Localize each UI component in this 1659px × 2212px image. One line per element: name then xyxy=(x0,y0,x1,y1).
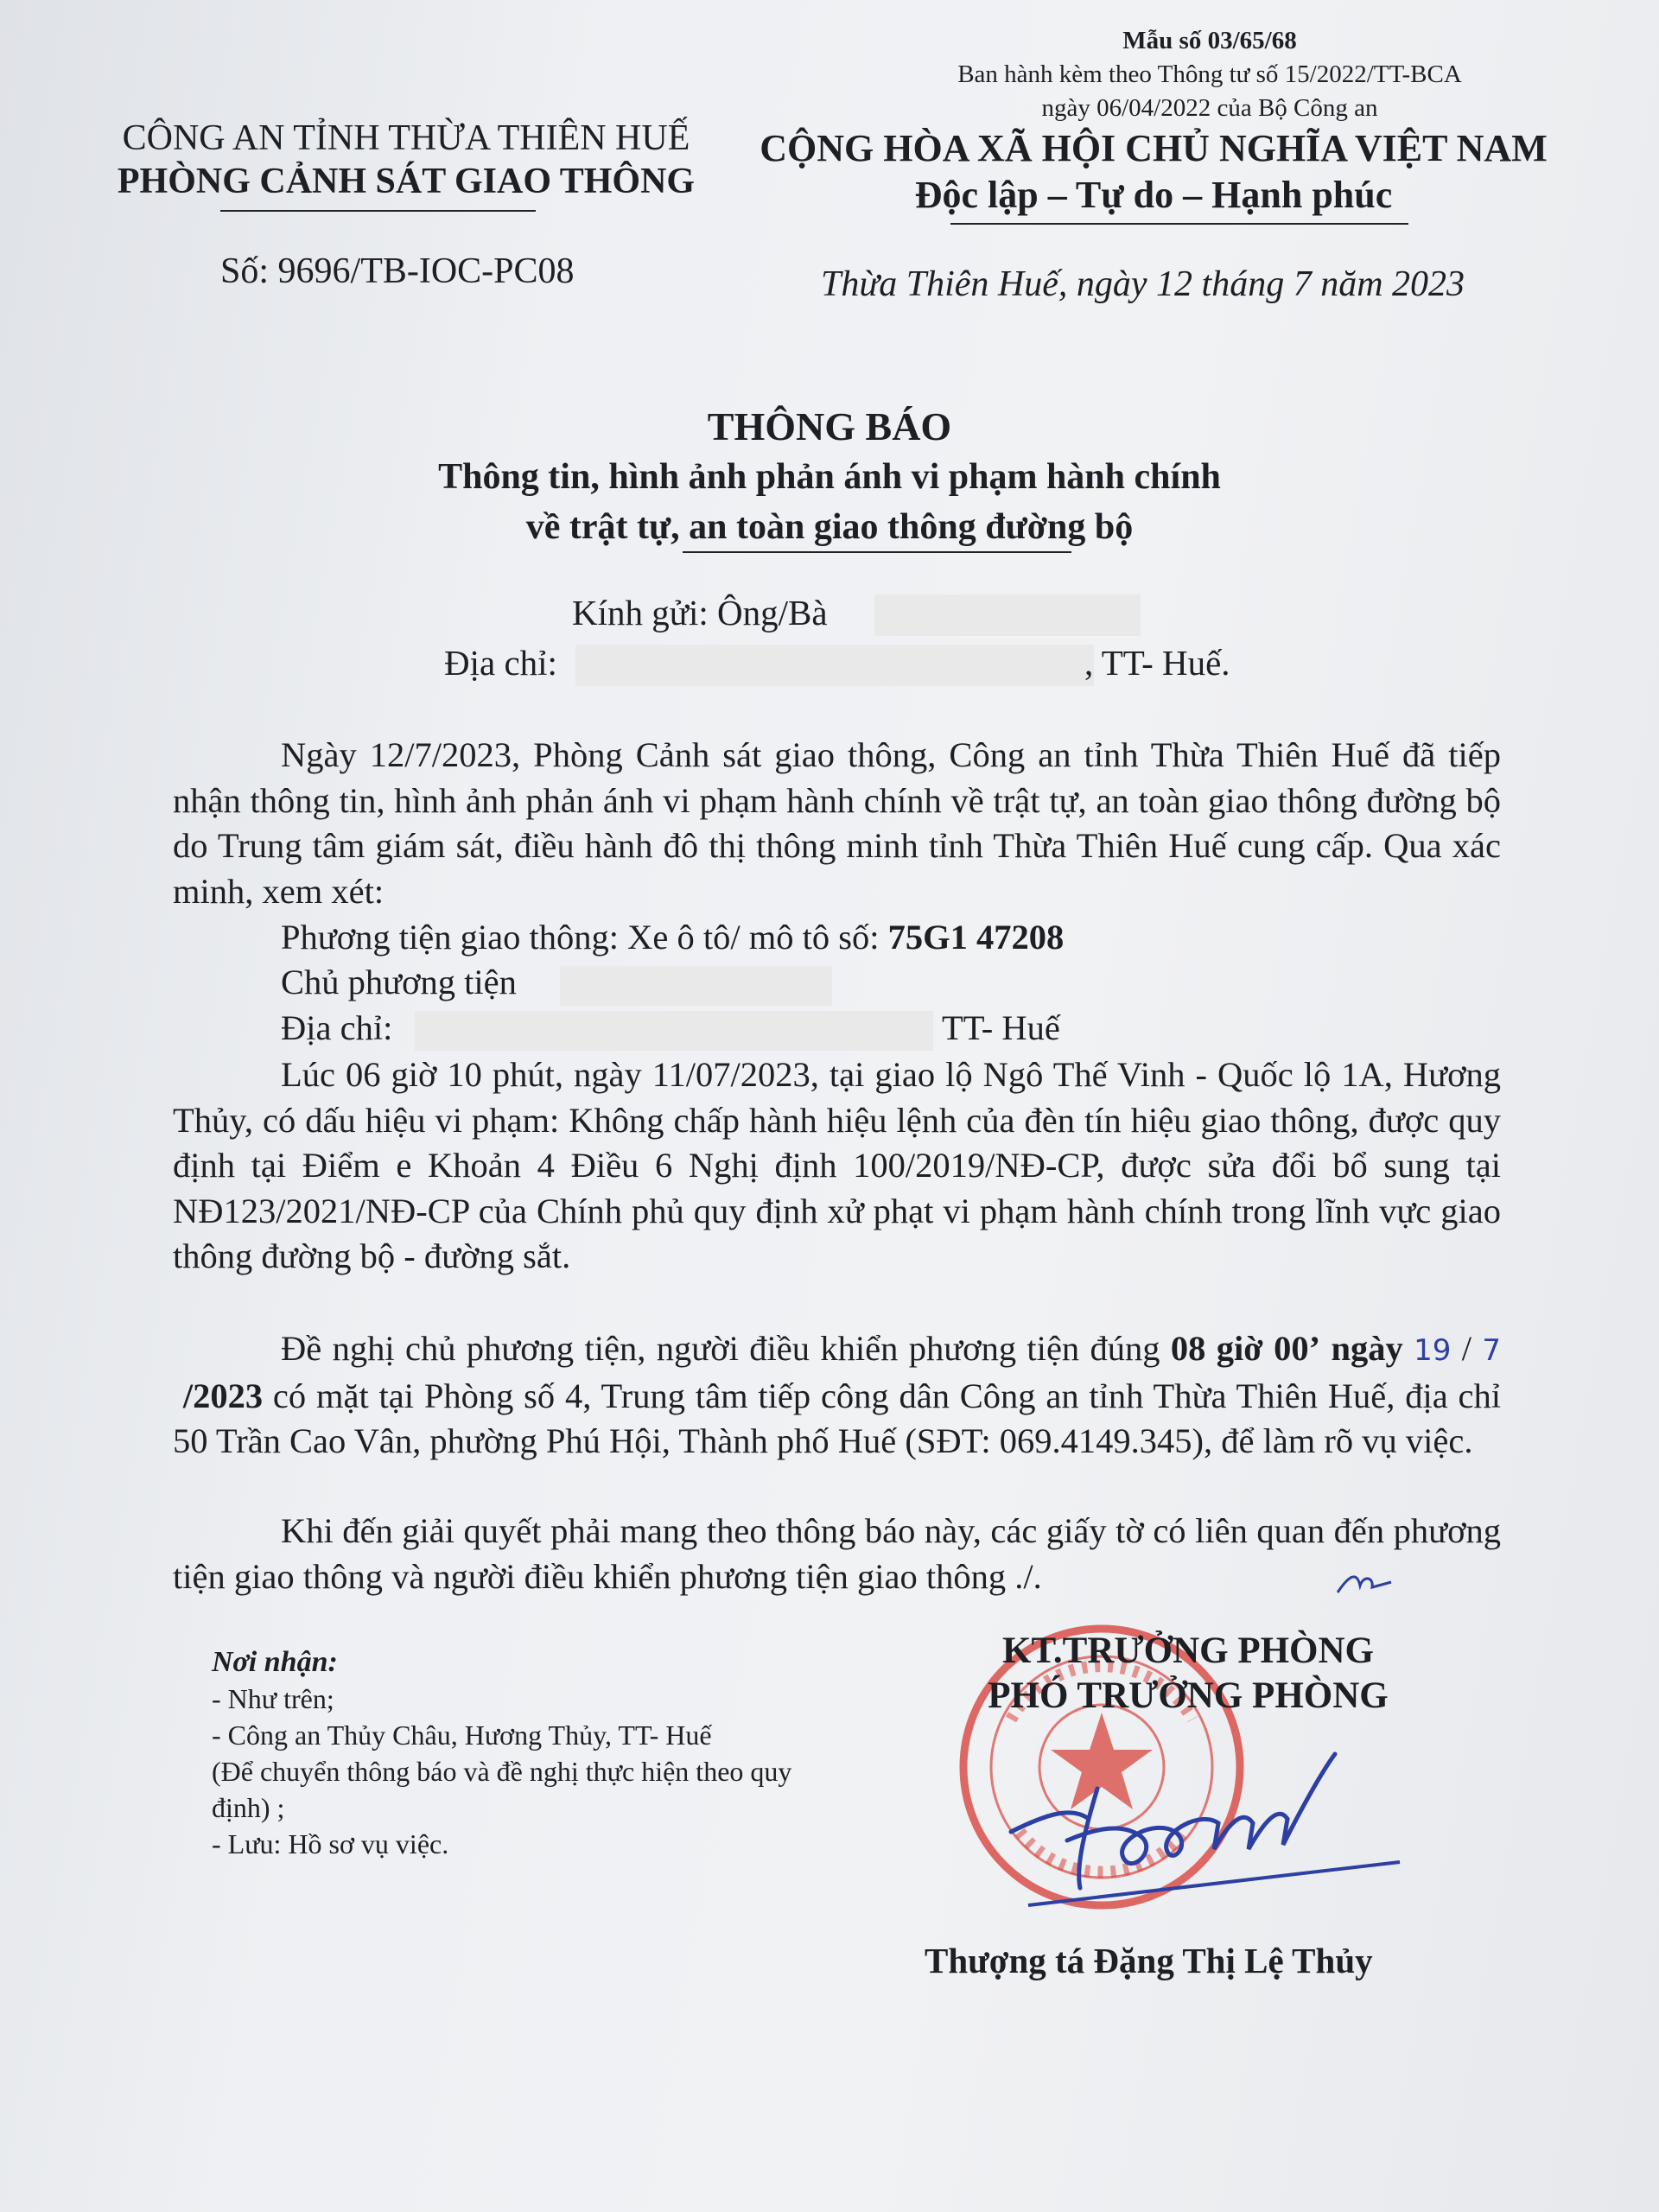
title-sub1: Thông tin, hình ảnh phản ánh vi phạm hành chính xyxy=(438,457,1221,497)
title-sub2: về trật tự, an toàn giao thông đường bộ xyxy=(525,507,1134,547)
owner-address-tail: TT- Huế xyxy=(942,1008,1060,1047)
recipient-address-label: Địa chỉ: xyxy=(444,643,557,683)
redaction-box xyxy=(560,966,832,1006)
signature-block xyxy=(933,1629,1443,1719)
signature-line1: KT.TRƯỞNG PHÒNG xyxy=(1002,1630,1374,1671)
agency-underline xyxy=(220,210,536,212)
vehicle-label: Phương tiện giao thông: Xe ô tô/ mô tô số: xyxy=(281,918,888,957)
redaction-box xyxy=(575,645,1094,686)
request-day-label: ngày xyxy=(1331,1329,1403,1368)
vehicle-plate: 75G1 47208 xyxy=(887,918,1065,957)
owner-label: Chủ phương tiện xyxy=(281,963,517,1001)
recipients-item: - Lưu: Hồ sơ vụ việc. xyxy=(212,1828,449,1859)
form-issued-line1: Ban hành kèm theo Thông tư số 15/2022/TT-BCA xyxy=(957,60,1462,88)
paragraph-intro: Ngày 12/7/2023, Phòng Cảnh sát giao thông, Công an tỉnh Thừa Thiên Huế đã tiếp nhận thông tin, hình ảnh phản ánh vi phạm hành chính về trật tự, an toàn giao thông đường bộ do Trung tâm giám sát, điều hành đô thị thông minh tỉnh Thừa Thiên Huế cung cấp. Qua xác minh, xem xét: xyxy=(173,735,1501,911)
request-text-a: Đề nghị chủ phương tiện, người điều khiển phương tiện đúng xyxy=(281,1329,1171,1368)
request-time: 08 giờ 00’ xyxy=(1170,1329,1321,1368)
agency-parent: CÔNG AN TỈNH THỪA THIÊN HUẾ xyxy=(122,118,690,158)
paragraph-request: Đề nghị chủ phương tiện, người điều khiển phương tiện đúng 08 giờ 00’ ngày 19 / 7 /2023 có mặt tại Phòng số 4, Trung tâm tiếp công dân Công an tỉnh Thừa Thiên Huế, địa chỉ 50 Trần Cao Vân, phường Phú Hội, Thành phố Huế (SĐT: 069.4149.345), để làm rõ vụ việc. xyxy=(173,1329,1502,1460)
recipients-item: - Công an Thủy Châu, Hương Thủy, TT- Huế xyxy=(212,1719,712,1751)
handwritten-month: 7 xyxy=(1482,1333,1501,1368)
form-reference xyxy=(881,24,1538,125)
paragraph-violation: Lúc 06 giờ 10 phút, ngày 11/07/2023, tại giao lộ Ngô Thế Vinh - Quốc lộ 1A, Hương Thủy, có dấu hiệu vi phạm: Không chấp hành hiệu lệnh của đèn tín hiệu giao thông, được quy định tại Điểm e Khoản 4 Điều 6 Nghị định 100/2019/NĐ-CP, được sửa đổi bổ sung tại NĐ123/2021/NĐ-CP của Chính phủ quy định xử phạt vi phạm hành chính trong lĩnh vực giao thông đường bộ - đường sắt. xyxy=(173,1055,1501,1275)
recipient-address-tail: , TT- Huế. xyxy=(1084,643,1230,683)
owner-address-label: Địa chỉ: xyxy=(281,1008,393,1047)
recipient-greeting: Kính gửi: Ông/Bà xyxy=(572,593,828,632)
paragraph-closing: Khi đến giải quyết phải mang theo thông báo này, các giấy tờ có liên quan đến phương tiện giao thông và người điều khiển phương tiện giao thông ./. xyxy=(173,1511,1501,1596)
initials-mark-icon xyxy=(1331,1560,1400,1603)
redaction-box xyxy=(415,1011,933,1051)
document-number: Số: 9696/TB-IOC-PC08 xyxy=(220,251,575,291)
request-year: /2023 xyxy=(182,1376,264,1415)
form-issued-line2: ngày 06/04/2022 của Bộ Công an xyxy=(1041,94,1378,122)
vehicle-line xyxy=(281,917,1064,957)
agency-department: PHÒNG CẢNH SÁT GIAO THÔNG xyxy=(117,162,696,201)
place-date: Thừa Thiên Huế, ngày 12 tháng 7 năm 2023 xyxy=(821,264,1465,304)
signature-line2: PHÓ TRƯỞNG PHÒNG xyxy=(988,1675,1389,1716)
title-main: THÔNG BÁO xyxy=(707,404,952,448)
document-title xyxy=(0,402,1659,552)
motto-underline xyxy=(950,223,1408,225)
republic-name: CỘNG HÒA XÃ HỘI CHỦ NGHĨA VIỆT NAM xyxy=(760,127,1548,169)
request-text-b: có mặt tại Phòng số 4, Trung tâm tiếp công dân Công an tỉnh Thừa Thiên Huế, địa chỉ 50 Trần Cao Vân, phường Phú Hội, Thành phố Huế (SĐT: 069.4149.345), để làm rõ vụ việc. xyxy=(173,1376,1502,1460)
recipients-list xyxy=(212,1644,868,1862)
recipients-heading: Nơi nhận: xyxy=(212,1646,338,1678)
form-number: Mẫu số 03/65/68 xyxy=(1122,27,1297,54)
title-underline xyxy=(683,551,1071,553)
handwritten-day: 19 xyxy=(1414,1333,1452,1368)
signer-name: Thượng tá Đặng Thị Lệ Thủy xyxy=(925,1941,1373,1980)
republic-motto: Độc lập – Tự do – Hạnh phúc xyxy=(914,174,1393,216)
recipients-item: (Để chuyển thông báo và đề nghị thực hiện theo quy định) ; xyxy=(212,1756,792,1823)
recipients-item: - Như trên; xyxy=(212,1683,334,1714)
handwritten-signature-icon xyxy=(994,1737,1408,1927)
agency-header xyxy=(95,117,717,203)
redaction-box xyxy=(874,594,1141,636)
republic-header xyxy=(752,125,1555,219)
